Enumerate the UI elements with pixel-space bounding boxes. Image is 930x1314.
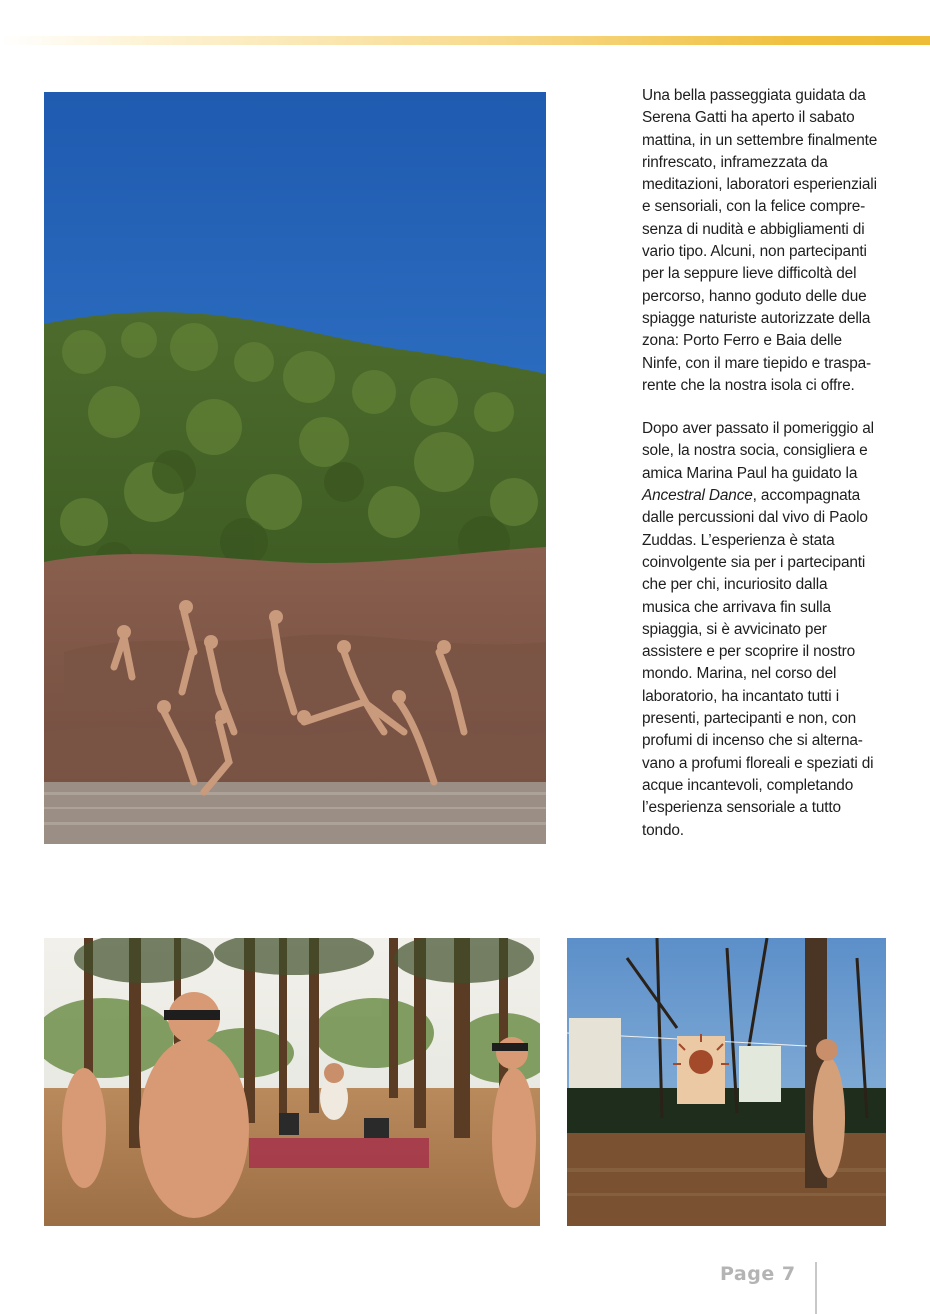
text-line: per la seppure lieve difficoltà del: [642, 265, 857, 283]
text-line: musica che arrivava fin sulla: [642, 598, 831, 616]
text-line: che per chi, incuriosito dalla: [642, 576, 828, 594]
article-paragraph-2: [642, 418, 892, 842]
text-line: vario tipo. Alcuni, non partecipanti: [642, 243, 867, 261]
text-line: e sensoriali, con la felice compre-: [642, 198, 866, 216]
text-line: profumi di incenso che si alterna-: [642, 732, 863, 750]
article-body: [642, 85, 892, 863]
text-line: senza di nudità e abbigliamenti di: [642, 220, 865, 238]
text-line: Una bella passeggiata guidata da: [642, 87, 866, 104]
dance-name: Ancestral Dance: [642, 487, 753, 505]
text-line: l’esperienza sensoriale a tutto: [642, 799, 841, 817]
text-line: rinfrescato, inframezzata da: [642, 153, 828, 171]
text-line: laboratorio, ha incantato tutti i: [642, 687, 839, 705]
text-line: rente che la nostra isola ci offre.: [642, 376, 855, 394]
text-line: mattina, in un settembre finalmente: [642, 131, 878, 149]
text-line: acque incantevoli, completando: [642, 776, 854, 794]
banners-photo: [567, 938, 886, 1226]
text-line: sole, la nostra socia, consigliera e: [642, 442, 868, 460]
text-line: tondo.: [642, 821, 684, 839]
text-line: Ninfe, con il mare tiepido e traspa-: [642, 354, 871, 372]
text-line: spiagge naturiste autorizzate della: [642, 309, 871, 327]
pine-forest-photo: [44, 938, 540, 1226]
text-line: dalle percussioni dal vivo di Paolo: [642, 509, 868, 527]
text-line: meditazioni, laboratori esperienziali: [642, 176, 877, 194]
text-line-dance: [642, 485, 892, 507]
text-line: Dopo aver passato il pomeriggio al: [642, 420, 874, 438]
page-number: Page 7: [720, 1263, 796, 1285]
text-line: mondo. Marina, nel corso del: [642, 665, 837, 683]
text-line: Serena Gatti ha aperto il sabato: [642, 109, 855, 127]
page-number-divider: [815, 1262, 817, 1314]
text-line: amica Marina Paul ha guidato la: [642, 464, 858, 482]
text-line: percorso, hanno goduto delle due: [642, 287, 867, 305]
text-line: coinvolgente sia per i partecipanti: [642, 553, 866, 571]
text-line: spiaggia, si è avvicinato per: [642, 620, 827, 638]
text-line: assistere e per scoprire il nostro: [642, 643, 856, 661]
text-line: vano a profumi floreali e speziati di: [642, 754, 874, 772]
text-line: presenti, partecipanti e non, con: [642, 710, 857, 728]
beach-dance-photo: [44, 92, 546, 844]
text-line: zona: Porto Ferro e Baia delle: [642, 332, 842, 350]
text-line: Zuddas. L’esperienza è stata: [642, 531, 835, 549]
dance-rest: , accompagnata: [752, 487, 861, 505]
article-paragraph-1: [642, 85, 892, 397]
header-gradient-rule: [0, 36, 930, 45]
